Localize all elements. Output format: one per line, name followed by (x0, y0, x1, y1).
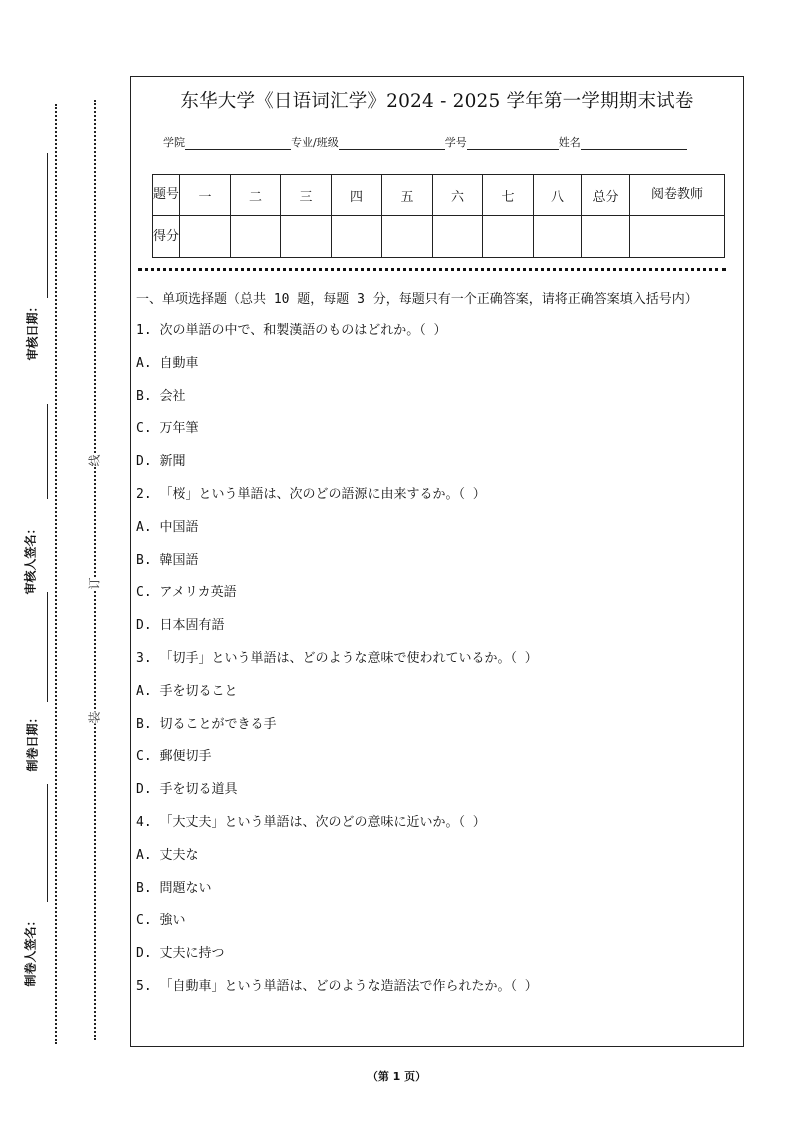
option-a: A. 中国語 (136, 519, 199, 535)
question-text: 1. 次の単語の中で、和製漢語のものはどれか。（ ） (136, 323, 447, 338)
total-header: 总分 (582, 175, 630, 216)
column-header: 二 (231, 175, 281, 216)
score-row (153, 216, 725, 258)
option-b: B. 韓国語 (136, 552, 199, 568)
column-header: 八 (534, 175, 582, 216)
column-header: 五 (382, 175, 433, 216)
option-d: D. 日本固有語 (136, 618, 225, 634)
score-cell[interactable] (483, 216, 534, 258)
major-class-label: 专业/班级 (291, 136, 339, 149)
option-c: C. 万年筆 (136, 421, 199, 437)
binding-dotted-line-inner (94, 100, 96, 1040)
option-a: A. 丈夫な (136, 847, 199, 863)
binding-dotted-line-outer (55, 104, 57, 1044)
question-text: 2. 「桜」という単語は、次のどの語源に由来するか。（ ） (136, 486, 486, 502)
column-header: 一 (180, 175, 231, 216)
college-label: 学院 (163, 136, 185, 149)
exam-title: 东华大学《日语词汇学》2024 - 2025 学年第一学期期末试卷 (180, 91, 694, 112)
dotted-separator (138, 268, 726, 271)
student-id-field[interactable] (467, 137, 559, 150)
section-heading: 一、单项选择题（总共 10 题，每题 3 分，每题只有一个正确答案，请将正确答案填入括号内） (136, 292, 698, 307)
score-cell[interactable] (231, 216, 281, 258)
option-c: C. 強い (136, 913, 186, 929)
signature-line (47, 153, 48, 298)
option-d: D. 新聞 (136, 454, 186, 470)
score-cell[interactable] (534, 216, 582, 258)
score-table (152, 174, 725, 258)
option-c: C. アメリカ英語 (136, 585, 237, 601)
option-d: D. 丈夫に持つ (136, 946, 225, 962)
binding-char-mount: 装 (84, 711, 105, 723)
signature-line (47, 592, 48, 702)
major-class-field[interactable] (339, 137, 445, 150)
column-header: 七 (483, 175, 534, 216)
signature-line (47, 404, 48, 499)
column-header: 三 (281, 175, 332, 216)
reviewer-header: 阅卷教师 (630, 175, 725, 216)
total-score-cell[interactable] (582, 216, 630, 258)
page-number: （第 1 页） (366, 1070, 427, 1083)
binding-char-staple: 订 (84, 577, 105, 589)
score-cell[interactable] (382, 216, 433, 258)
compiler-signature-label: 制卷人签名： (23, 914, 38, 987)
binding-char-line: 线 (84, 454, 105, 466)
question-number-row (153, 175, 725, 216)
option-a: A. 手を切ること (136, 683, 238, 699)
student-info-row (163, 134, 687, 150)
score-cell[interactable] (281, 216, 332, 258)
signature-line (47, 784, 48, 902)
name-label: 姓名 (558, 136, 581, 149)
question-text: 5. 「自動車」という単語は、どのような造語法で作られたか。（ ） (136, 978, 538, 994)
score-cell[interactable] (332, 216, 382, 258)
option-c: C. 郵便切手 (136, 749, 212, 765)
compile-date-label: 制卷日期： (25, 711, 40, 772)
reviewer-signature-cell[interactable] (630, 216, 725, 258)
option-a: A. 自動車 (136, 355, 199, 371)
review-date-label: 审核日期： (25, 300, 40, 361)
name-field[interactable] (581, 137, 687, 150)
question-text: 4. 「大丈夫」という単語は、次のどの意味に近いか。（ ） (136, 814, 486, 830)
option-b: B. 問題ない (136, 880, 212, 896)
option-b: B. 切ることができる手 (136, 716, 277, 732)
option-d: D. 手を切る道具 (136, 782, 238, 798)
score-row-header: 得分 (153, 216, 180, 258)
column-header: 六 (433, 175, 483, 216)
score-cell[interactable] (433, 216, 483, 258)
score-cell[interactable] (180, 216, 231, 258)
section-single-choice (136, 289, 741, 1004)
exam-frame (130, 76, 744, 1047)
college-field[interactable] (185, 137, 291, 150)
student-id-label: 学号 (444, 136, 467, 149)
question-number-header: 题号 (153, 175, 180, 216)
reviewer-signature-label: 审核人签名： (23, 522, 38, 595)
option-b: B. 会社 (136, 388, 186, 404)
question-text: 3. 「切手」という単語は、どのような意味で使われているか。（ ） (136, 650, 538, 666)
column-header: 四 (332, 175, 382, 216)
